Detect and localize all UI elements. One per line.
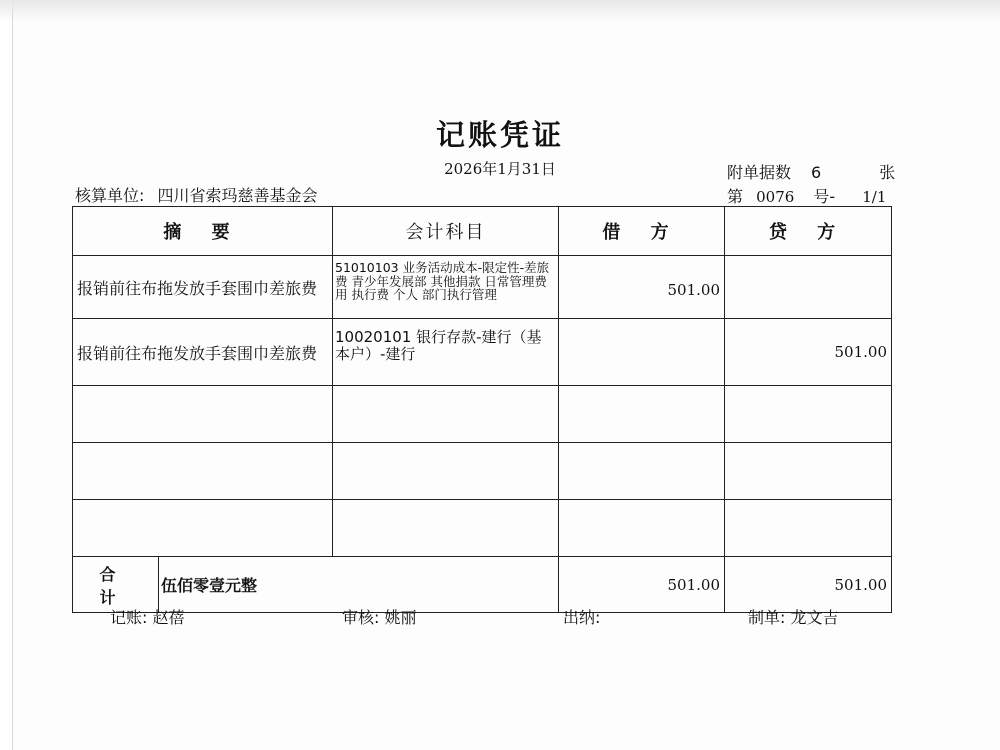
header-debit: 借 方	[559, 207, 725, 256]
voucher-title: 记账凭证	[435, 118, 564, 152]
unit-name: 四川省索玛慈善基金会	[157, 186, 318, 205]
preparer: 制单: 龙文吉	[748, 608, 839, 627]
table-row	[73, 256, 892, 319]
row-debit	[559, 319, 725, 386]
row-summary: 报销前往布拖发放手套围巾差旅费	[73, 319, 333, 386]
reviewer: 审核: 姚丽	[342, 608, 417, 627]
attachments-label: 附单据数	[727, 163, 792, 182]
table-row	[73, 319, 892, 386]
total-label: 合 计	[73, 557, 159, 613]
header-summary: 摘 要	[73, 207, 333, 256]
voucher-no: 0076	[756, 188, 795, 206]
attachments-info	[727, 160, 895, 183]
bookkeeper: 记账: 赵蓓	[110, 608, 185, 627]
table-row-empty	[73, 386, 892, 443]
total-debit: 501.00	[559, 557, 725, 613]
voucher-no-prefix: 第	[727, 187, 744, 206]
voucher-date: 2026年1月31日	[444, 160, 556, 178]
voucher-table	[72, 206, 892, 613]
cashier: 出纳:	[563, 608, 601, 627]
table-header-row	[73, 207, 892, 256]
row-credit	[725, 256, 892, 319]
header-credit: 贷 方	[725, 207, 892, 256]
table-row-empty	[73, 443, 892, 500]
voucher-no-suffix: 号-	[813, 187, 836, 206]
total-credit: 501.00	[725, 557, 892, 613]
row-summary: 报销前往布拖发放手套围巾差旅费	[73, 256, 333, 319]
scan-shadow	[0, 0, 1000, 22]
row-credit: 501.00	[725, 319, 892, 386]
row-account: 10020101 银行存款-建行（基本户）-建行	[333, 319, 559, 386]
page-indicator: 1/1	[862, 188, 887, 206]
total-in-words: 伍佰零壹元整	[159, 557, 559, 613]
header-account: 会计科目	[333, 207, 559, 256]
attachments-count: 6	[811, 163, 822, 182]
row-account: 51010103 业务活动成本-限定性-差旅费 青少年发展部 其他捐款 日常管理费用 执行费 个人 部门执行管理	[333, 256, 559, 319]
voucher-number	[727, 184, 886, 207]
attachments-unit: 张	[879, 163, 896, 182]
unit-label: 核算单位:	[75, 186, 145, 205]
accounting-unit	[75, 183, 318, 206]
table-row-empty	[73, 500, 892, 557]
row-debit: 501.00	[559, 256, 725, 319]
